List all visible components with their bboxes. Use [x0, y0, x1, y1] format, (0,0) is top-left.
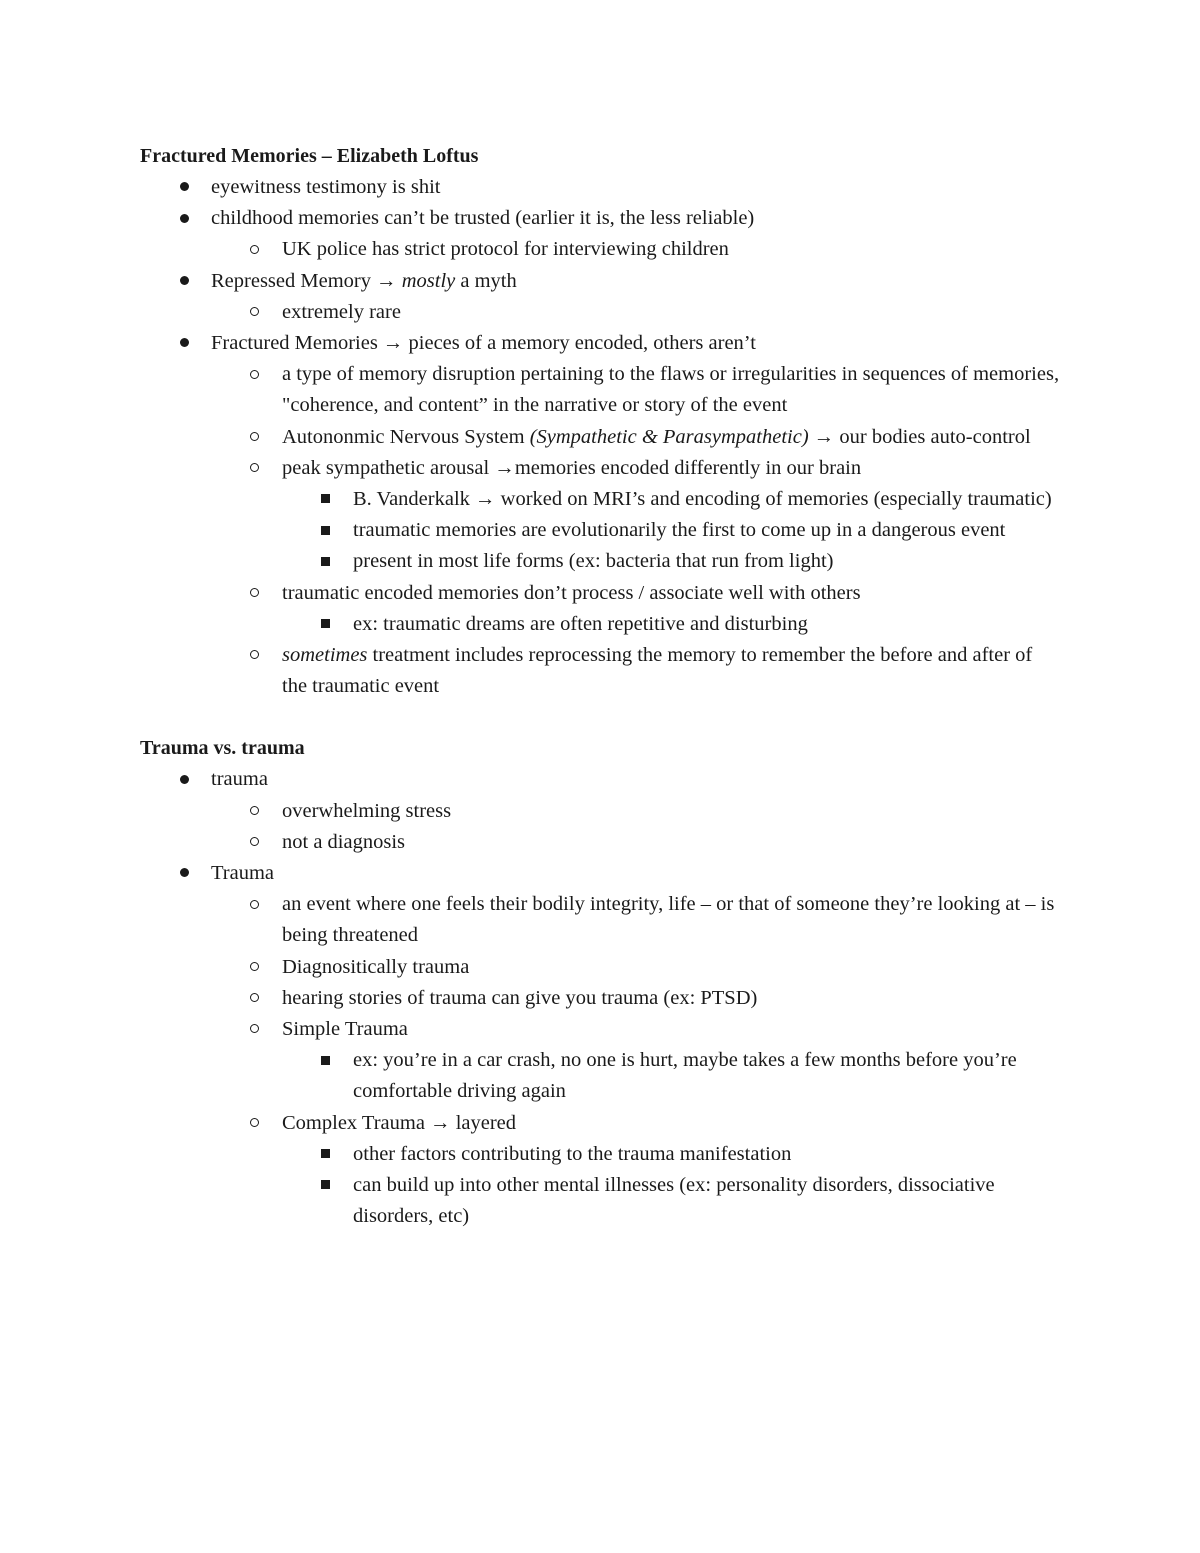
item-text: an event where one feels their bodily integrity, life – or that of someone they’re looking at – is being threatened: [282, 893, 1055, 947]
item-text: treatment includes reprocessing the memory to remember the before and after of the traumatic event: [282, 644, 1033, 698]
list-item: [140, 1170, 1060, 1232]
bullet-marker: [321, 1045, 330, 1076]
list-item: [140, 515, 1060, 546]
bullet-marker: [321, 515, 330, 546]
bullet-circle-icon: [250, 650, 259, 659]
bullet-circle-icon: [250, 1118, 259, 1127]
bullet-circle-icon: [250, 307, 259, 316]
item-text: trauma: [211, 768, 268, 791]
bullet-marker: [180, 764, 189, 795]
bullet-square-icon: [321, 1149, 330, 1158]
bullet-circle-icon: [250, 837, 259, 846]
list-item: [140, 764, 1060, 795]
list-item: [140, 1045, 1060, 1107]
italic-text: mostly: [401, 269, 456, 292]
bullet-disc-icon: [180, 182, 189, 191]
item-text: ex: you’re in a car crash, no one is hurt, maybe takes a few months before you’re comfortable driving again: [353, 1049, 1017, 1103]
bullet-circle-icon: [250, 1024, 259, 1033]
item-text: UK police has strict protocol for interviewing children: [282, 238, 729, 261]
bullet-circle-icon: [250, 245, 259, 254]
bullet-marker: [250, 889, 259, 920]
list-item: [140, 578, 1060, 609]
item-text: Fractured Memories → pieces of a memory encoded, others aren’t: [211, 332, 756, 355]
list-item: [140, 827, 1060, 858]
bullet-circle-icon: [250, 993, 259, 1002]
bullet-marker: [250, 1014, 259, 1045]
list-item: [140, 889, 1060, 951]
bullet-marker: [250, 1108, 259, 1139]
bullet-marker: [250, 422, 259, 453]
item-text: traumatic memories are evolutionarily the first to come up in a dangerous event: [353, 519, 1006, 542]
bullet-marker: [321, 609, 330, 640]
bullet-circle-icon: [250, 806, 259, 815]
item-text: Simple Trauma: [282, 1018, 408, 1041]
item-text: extremely rare: [282, 300, 401, 323]
section-heading: Trauma vs. trauma: [140, 737, 305, 760]
bullet-marker: [250, 297, 259, 328]
bullet-circle-icon: [250, 432, 259, 441]
bullet-square-icon: [321, 1180, 330, 1189]
bullet-circle-icon: [250, 900, 259, 909]
item-text: other factors contributing to the trauma manifestation: [353, 1142, 792, 1165]
bullet-marker: [250, 234, 259, 265]
section-spacer: [140, 702, 1060, 733]
list-item: [140, 640, 1060, 702]
italic-text: sometimes: [282, 644, 368, 667]
bullet-disc-icon: [180, 868, 189, 877]
bullet-marker: [250, 578, 259, 609]
list-item: [140, 546, 1060, 577]
list-item: [140, 297, 1060, 328]
list-item: [140, 234, 1060, 265]
list-item: [140, 1139, 1060, 1170]
list-item: [140, 328, 1060, 359]
bullet-square-icon: [321, 526, 330, 535]
item-text: Repressed Memory →: [211, 269, 402, 292]
bullet-marker: [180, 172, 189, 203]
item-text: a type of memory disruption pertaining to the flaws or irregularities in sequences of memories, "coherence, and content” in the narrative or story of the event: [282, 363, 1060, 417]
item-text: peak sympathetic arousal →memories encoded differently in our brain: [282, 456, 862, 479]
item-text: → our bodies auto-control: [808, 425, 1031, 448]
list-item: [140, 359, 1060, 421]
item-text: a myth: [455, 269, 517, 292]
list-item: [140, 266, 1060, 297]
list-item: [140, 453, 1060, 484]
bullet-marker: [180, 203, 189, 234]
list-item: [140, 796, 1060, 827]
item-text: Trauma: [211, 862, 275, 885]
bullet-marker: [321, 1139, 330, 1170]
bullet-marker: [321, 546, 330, 577]
bullet-marker: [321, 1170, 330, 1201]
bullet-circle-icon: [250, 962, 259, 971]
bullet-marker: [250, 453, 259, 484]
bullet-marker: [250, 359, 259, 390]
list-item: [140, 952, 1060, 983]
bullet-marker: [180, 328, 189, 359]
list-item: [140, 983, 1060, 1014]
section-heading: Fractured Memories – Elizabeth Loftus: [140, 145, 479, 167]
item-text: B. Vanderkalk → worked on MRI’s and encoding of memories (especially traumatic): [353, 488, 1052, 511]
bullet-circle-icon: [250, 370, 259, 379]
bullet-disc-icon: [180, 338, 189, 347]
list-item: [140, 172, 1060, 203]
bullet-disc-icon: [180, 775, 189, 784]
item-text: can build up into other mental illnesses (ex: personality disorders, dissociative disorders, etc): [353, 1174, 995, 1228]
italic-text: (Sympathetic & Parasympathetic): [529, 425, 809, 448]
bullet-square-icon: [321, 1056, 330, 1065]
item-text: childhood memories can’t be trusted (earlier it is, the less reliable): [211, 207, 755, 230]
bullet-list: [140, 764, 1060, 1232]
bullet-marker: [250, 640, 259, 671]
list-item: [140, 1108, 1060, 1139]
item-text: traumatic encoded memories don’t process / associate well with others: [282, 581, 861, 604]
list-item: [140, 203, 1060, 234]
bullet-square-icon: [321, 557, 330, 566]
list-item: [140, 422, 1060, 453]
bullet-disc-icon: [180, 214, 189, 223]
bullet-marker: [250, 827, 259, 858]
item-text: Diagnositically trauma: [282, 955, 470, 978]
list-item: [140, 858, 1060, 889]
item-text: overwhelming stress: [282, 799, 452, 822]
notes-content: [140, 141, 1060, 1233]
item-text: eyewitness testimony is shit: [211, 176, 441, 198]
bullet-square-icon: [321, 494, 330, 503]
bullet-circle-icon: [250, 588, 259, 597]
item-text: hearing stories of trauma can give you trauma (ex: PTSD): [282, 986, 758, 1009]
bullet-disc-icon: [180, 276, 189, 285]
bullet-marker: [250, 796, 259, 827]
bullet-list: [140, 172, 1060, 702]
bullet-marker: [250, 952, 259, 983]
item-text: present in most life forms (ex: bacteria that run from light): [353, 550, 834, 573]
bullet-marker: [180, 858, 189, 889]
bullet-circle-icon: [250, 463, 259, 472]
bullet-marker: [180, 266, 189, 297]
list-item: [140, 1014, 1060, 1045]
item-text: not a diagnosis: [282, 830, 405, 853]
bullet-marker: [321, 484, 330, 515]
list-item: [140, 484, 1060, 515]
item-text: Autononmic Nervous System: [282, 425, 530, 448]
item-text: Complex Trauma → layered: [282, 1111, 517, 1134]
bullet-marker: [250, 983, 259, 1014]
item-text: ex: traumatic dreams are often repetitive and disturbing: [353, 612, 808, 635]
bullet-square-icon: [321, 619, 330, 628]
list-item: [140, 609, 1060, 640]
